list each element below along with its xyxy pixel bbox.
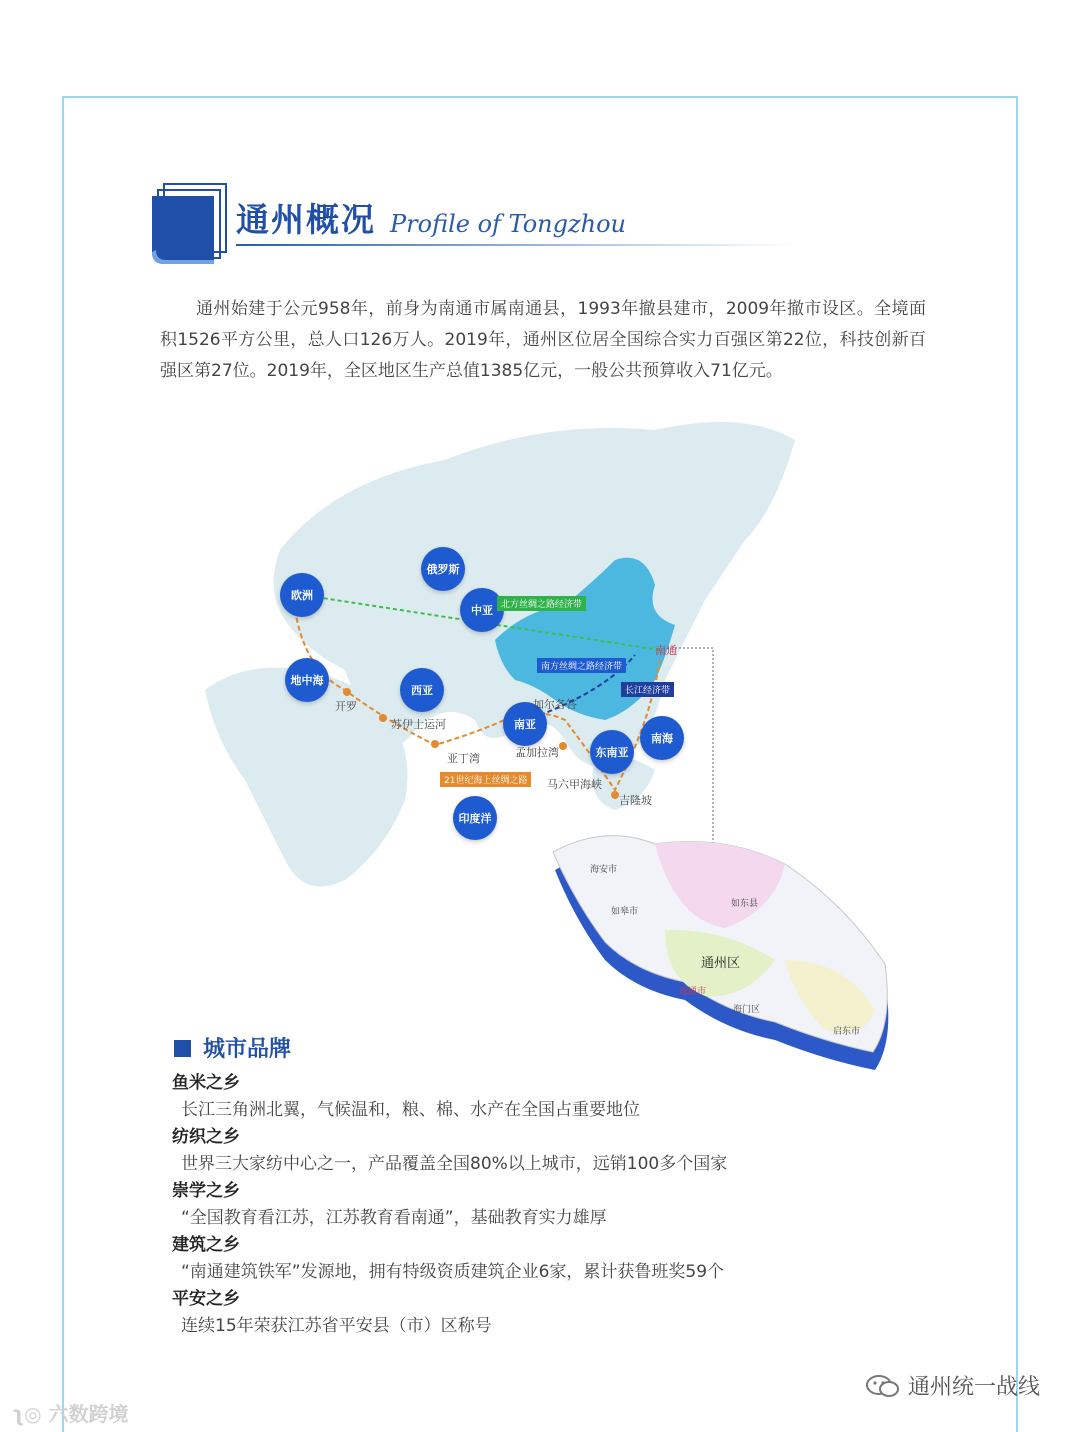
- brand-item: [172, 1286, 972, 1340]
- brand-item: [172, 1124, 972, 1178]
- title-cn: 通州概况: [236, 200, 376, 239]
- local-qidong: 启东市: [833, 1027, 861, 1037]
- brand-name: 纺织之乡: [172, 1127, 240, 1147]
- label-kailuo: 开罗: [335, 700, 357, 713]
- brand-name: 崇学之乡: [172, 1181, 240, 1201]
- silk-road-map: [185, 400, 905, 1100]
- local-tongzhou: 通州区: [701, 956, 741, 971]
- section-title: [150, 180, 790, 270]
- brand-item: [172, 1070, 972, 1124]
- local-haian: 海安市: [590, 865, 618, 875]
- region-mediterranean: 地中海: [285, 658, 329, 702]
- region-south-sea: 南海: [640, 716, 684, 760]
- local-rudong: 如东县: [731, 899, 759, 909]
- label-nantong: 南通: [655, 644, 677, 657]
- region-central-asia: 中亚: [460, 588, 504, 632]
- local-nantong: 南通市: [679, 987, 707, 997]
- title-underline: [236, 244, 796, 246]
- square-bullet-icon: [174, 1040, 191, 1057]
- brand-desc: “南通建筑铁军”发源地，拥有特级资质建筑企业6家，累计获鲁班奖59个: [181, 1262, 725, 1282]
- label-malacca: 马六甲海峡: [547, 778, 602, 791]
- watermark-logo-icon: ʅ◎: [12, 1402, 42, 1426]
- title-en: Profile of Tongzhou: [390, 210, 626, 238]
- brand-heading: [174, 1032, 291, 1063]
- region-europe: 欧洲: [280, 573, 324, 617]
- label-north-belt: 北方丝绸之路经济带: [497, 596, 586, 611]
- brand-desc: 连续15年荣获江苏省平安县（市）区称号: [181, 1316, 492, 1336]
- wechat-account[interactable]: [866, 1370, 1040, 1401]
- region-indian-ocean: 印度洋: [453, 796, 497, 840]
- label-maritime: 21世纪海上丝绸之路: [440, 772, 531, 787]
- region-south-asia: 南亚: [503, 702, 547, 746]
- region-west-asia: 西亚: [400, 668, 444, 712]
- watermark: [12, 1398, 129, 1427]
- brand-name: 平安之乡: [172, 1289, 240, 1309]
- label-jakarta: 吉隆坡: [619, 794, 652, 807]
- label-south-belt: 南方丝绸之路经济带: [537, 658, 626, 673]
- brand-desc: 长江三角洲北翼，气候温和，粮、棉、水产在全国占重要地位: [181, 1100, 640, 1120]
- label-aden: 亚丁湾: [447, 752, 480, 765]
- watermark-text: 六数跨境: [48, 1402, 129, 1426]
- label-yangtze: 长江经济带: [621, 682, 674, 697]
- label-suez: 苏伊士运河: [391, 718, 446, 731]
- region-russia: 俄罗斯: [421, 547, 465, 591]
- brand-name: 建筑之乡: [172, 1235, 240, 1255]
- wechat-account-name: 通州统一战线: [907, 1375, 1040, 1400]
- label-calcutta: 加尔各答: [533, 698, 577, 711]
- intro-paragraph: 通州始建于公元958年，前身为南通市属南通县，1993年撤县建市，2009年撤市设区。全境面积1526平方公里，总人口126万人。2019年，通州区位居全国综合实力百强区第22位，科技创新百强区第27位。2019年，全区地区生产总值1385亿元，一般公共预算收入71亿元。: [160, 299, 926, 381]
- brand-heading-text: 城市品牌: [203, 1037, 292, 1062]
- brand-desc: 世界三大家纺中心之一，产品覆盖全国80%以上城市，远销100多个国家: [181, 1154, 728, 1174]
- brand-item: [172, 1178, 972, 1232]
- brand-list: [172, 1070, 972, 1340]
- local-haimen: 海门区: [733, 1005, 761, 1015]
- wechat-icon: [866, 1373, 900, 1399]
- local-rugao: 如皋市: [611, 907, 639, 917]
- label-bengal: 孟加拉湾: [515, 746, 559, 759]
- region-southeast-asia: 东南亚: [590, 730, 634, 774]
- brand-name: 鱼米之乡: [172, 1073, 240, 1093]
- book-icon: [150, 180, 240, 270]
- brand-item: [172, 1232, 972, 1286]
- brand-desc: “全国教育看江苏，江苏教育看南通”，基础教育实力雄厚: [181, 1208, 607, 1228]
